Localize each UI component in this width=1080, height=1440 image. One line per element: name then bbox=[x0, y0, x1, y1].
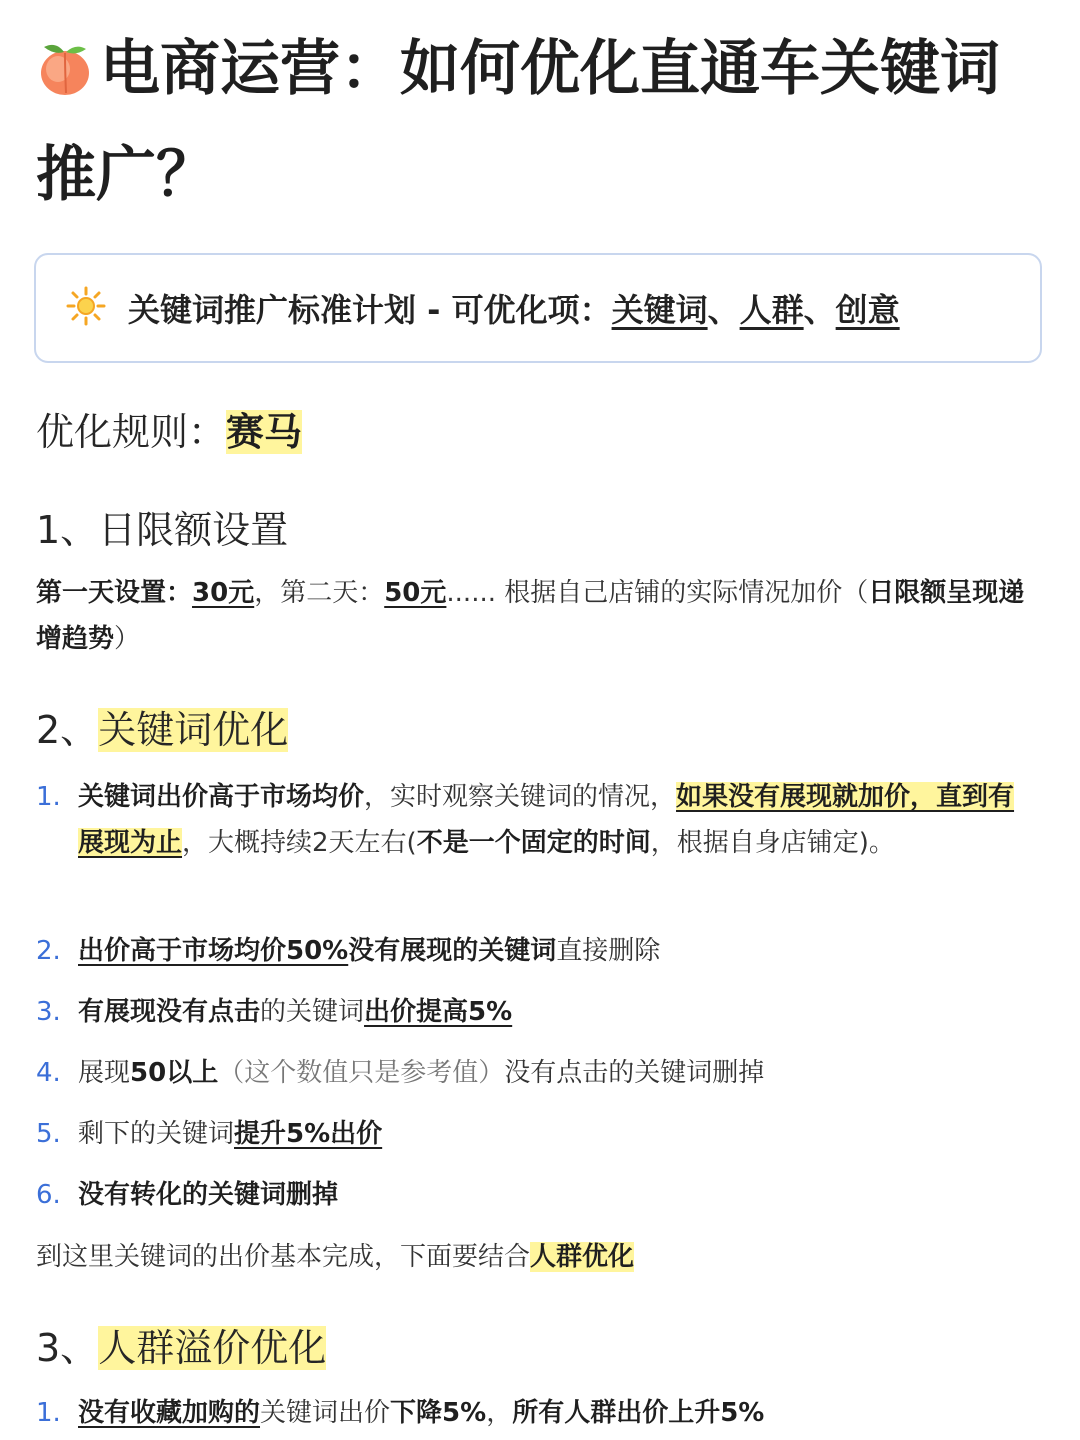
text-bold: 出价提高5% bbox=[364, 997, 513, 1027]
text-bold: 有展现没有点击 bbox=[78, 997, 261, 1027]
list-text bbox=[78, 774, 1036, 866]
section2-heading bbox=[36, 700, 288, 760]
sun-icon bbox=[66, 286, 106, 330]
list-item bbox=[36, 774, 1036, 866]
list-item bbox=[36, 1111, 1036, 1157]
list-item bbox=[36, 1390, 1036, 1436]
text: ，根据自身店铺定)。 bbox=[650, 828, 895, 858]
list-item bbox=[36, 1172, 1036, 1218]
list-number: 4. bbox=[36, 1058, 61, 1088]
list-text bbox=[78, 1050, 1036, 1096]
text: 到这里关键词的出价基本完成，下面要结合 bbox=[36, 1242, 531, 1272]
page-title bbox=[36, 20, 1046, 224]
list-text bbox=[78, 1111, 1036, 1157]
rule-label: 优化规则： bbox=[36, 410, 227, 454]
text: ， bbox=[486, 1398, 513, 1428]
text: ，实时观察关键词的情况， bbox=[364, 782, 677, 812]
text: ，第二天： bbox=[254, 578, 385, 608]
text-bold: 出价高于市场均价50% bbox=[78, 936, 349, 966]
list-text bbox=[78, 928, 1036, 974]
text-bold: 没有展现的关键词 bbox=[348, 936, 557, 966]
list-number: 3. bbox=[36, 997, 61, 1027]
rule-heading bbox=[36, 400, 302, 464]
section1-heading: 1、日限额设置 bbox=[36, 508, 289, 552]
text-bold: 关键词出价高于市场均价 bbox=[78, 782, 365, 812]
callout-option-crowd: 人群 bbox=[739, 291, 804, 329]
callout-option-keywords: 关键词 bbox=[611, 291, 708, 329]
callout-prefix: 关键词推广标准计划 - 可优化项： bbox=[128, 291, 612, 329]
text: 直接删除 bbox=[556, 936, 661, 966]
text: 剩下的关键词 bbox=[78, 1119, 235, 1149]
day1-budget: 30元 bbox=[192, 578, 255, 608]
callout-separator: 、 bbox=[707, 291, 740, 329]
list-number: 1. bbox=[36, 1398, 61, 1428]
list-number: 1. bbox=[36, 782, 61, 812]
callout-separator: 、 bbox=[803, 291, 836, 329]
text-bold: 第一天设置： bbox=[36, 578, 193, 608]
callout-text bbox=[128, 285, 900, 331]
text-bold: 提升5%出价 bbox=[234, 1119, 383, 1149]
text-bold: 日限额呈现递增趋势 bbox=[36, 578, 1025, 654]
callout-box bbox=[34, 253, 1042, 363]
text-bold: 不是一个固定的时间 bbox=[416, 828, 651, 858]
text: 没有点击的关键词删掉 bbox=[504, 1058, 765, 1088]
page-title-text: 电商运营：如何优化直通车关键词推广？ bbox=[36, 34, 1000, 210]
section1-paragraph bbox=[36, 570, 1036, 662]
section-title: 人群溢价优化 bbox=[98, 1326, 327, 1370]
section3-heading bbox=[36, 1318, 326, 1378]
list-item bbox=[36, 928, 1036, 974]
text-note: （这个数值只是参考值） bbox=[218, 1058, 505, 1088]
section-title: 关键词优化 bbox=[98, 708, 289, 752]
text-bold: 没有转化的关键词删掉 bbox=[78, 1180, 339, 1210]
text: 展现 bbox=[78, 1058, 131, 1088]
rule-value: 赛马 bbox=[226, 410, 303, 454]
text-bold: 所有人群出价上升5% bbox=[512, 1398, 765, 1428]
list-number: 6. bbox=[36, 1180, 61, 1210]
day2-budget: 50元 bbox=[384, 578, 447, 608]
list-text bbox=[78, 1390, 1036, 1436]
text: ，大概持续2天左右( bbox=[182, 828, 417, 858]
text-bold: 没有收藏加购的 bbox=[78, 1398, 261, 1428]
section-number: 3、 bbox=[36, 1326, 99, 1370]
text-bold: 50以上 bbox=[130, 1058, 219, 1088]
text-highlight: 人群优化 bbox=[530, 1242, 635, 1272]
callout-option-creative: 创意 bbox=[835, 291, 900, 329]
section-number: 2、 bbox=[36, 708, 99, 752]
text: ） bbox=[114, 624, 141, 654]
text-highlight: 如果没有展现就加价，直到有展现为止 bbox=[78, 782, 1015, 858]
list-text bbox=[78, 1172, 1036, 1218]
list-text bbox=[78, 989, 1036, 1035]
list-item bbox=[36, 989, 1036, 1035]
list-number: 5. bbox=[36, 1119, 61, 1149]
text: ...... 根据自己店铺的实际情况加价（ bbox=[446, 578, 869, 608]
text: 的关键词 bbox=[260, 997, 365, 1027]
text: 关键词出价 bbox=[260, 1398, 391, 1428]
section2-summary bbox=[36, 1234, 1036, 1280]
list-number: 2. bbox=[36, 936, 61, 966]
peach-icon bbox=[36, 28, 94, 126]
list-item bbox=[36, 1050, 1036, 1096]
text-bold: 下降5% bbox=[390, 1398, 487, 1428]
